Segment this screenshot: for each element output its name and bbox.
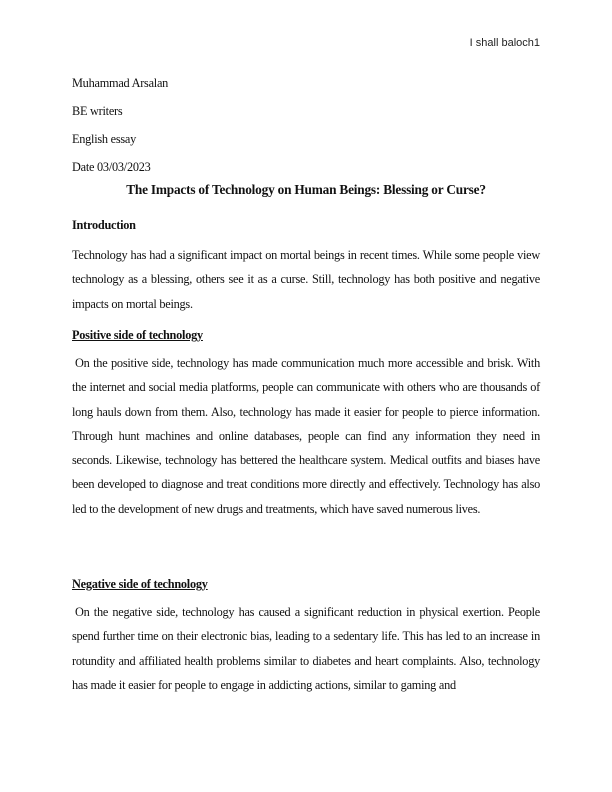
course-name: English essay [72, 132, 137, 146]
author-name: Muhammad Arsalan [72, 76, 169, 90]
document-date: Date 03/03/2023 [72, 160, 151, 174]
negative-paragraph: On the negative side, technology has caused a significant reduction in physical exertion. People spend further time on their electronic bias, leading to a sedentary life. This has led to an increase in rotundity and affiliated health problems similar to diabetes and heart complaints. Also, technology has made it easier for people to engage in addicting actions, similar to gaming and [72, 605, 540, 692]
document-meta [72, 69, 540, 181]
intro-heading: Introduction [72, 218, 136, 232]
positive-heading: Positive side of technology [72, 328, 203, 342]
page-header: I shall baloch1 [469, 37, 540, 49]
negative-heading: Negative side of technology [72, 577, 208, 591]
positive-paragraph: On the positive side, technology has made communication much more accessible and brisk. With the internet and social media platforms, people can communicate with others who are thousands of long hauls down from them. Also, technology has made it easier for people to pierce information. Through hunt machines and online databases, people can find any information they need in seconds. Likewise, technology has bettered the healthcare system. Medical outfits and biases have been developed to diagnose and treat conditions more directly and effectively. Technology has also led to the development of new drugs and treatments, which have saved numerous lives. [72, 356, 540, 516]
organization: BE writers [72, 104, 123, 118]
essay-title: The Impacts of Technology on Human Beings: Blessing or Curse? [126, 182, 486, 197]
intro-paragraph: Technology has had a significant impact on mortal beings in recent times. While some people view technology as a blessing, others see it as a curse. Still, technology has both positive and negative impacts on mortal beings. [72, 248, 540, 311]
